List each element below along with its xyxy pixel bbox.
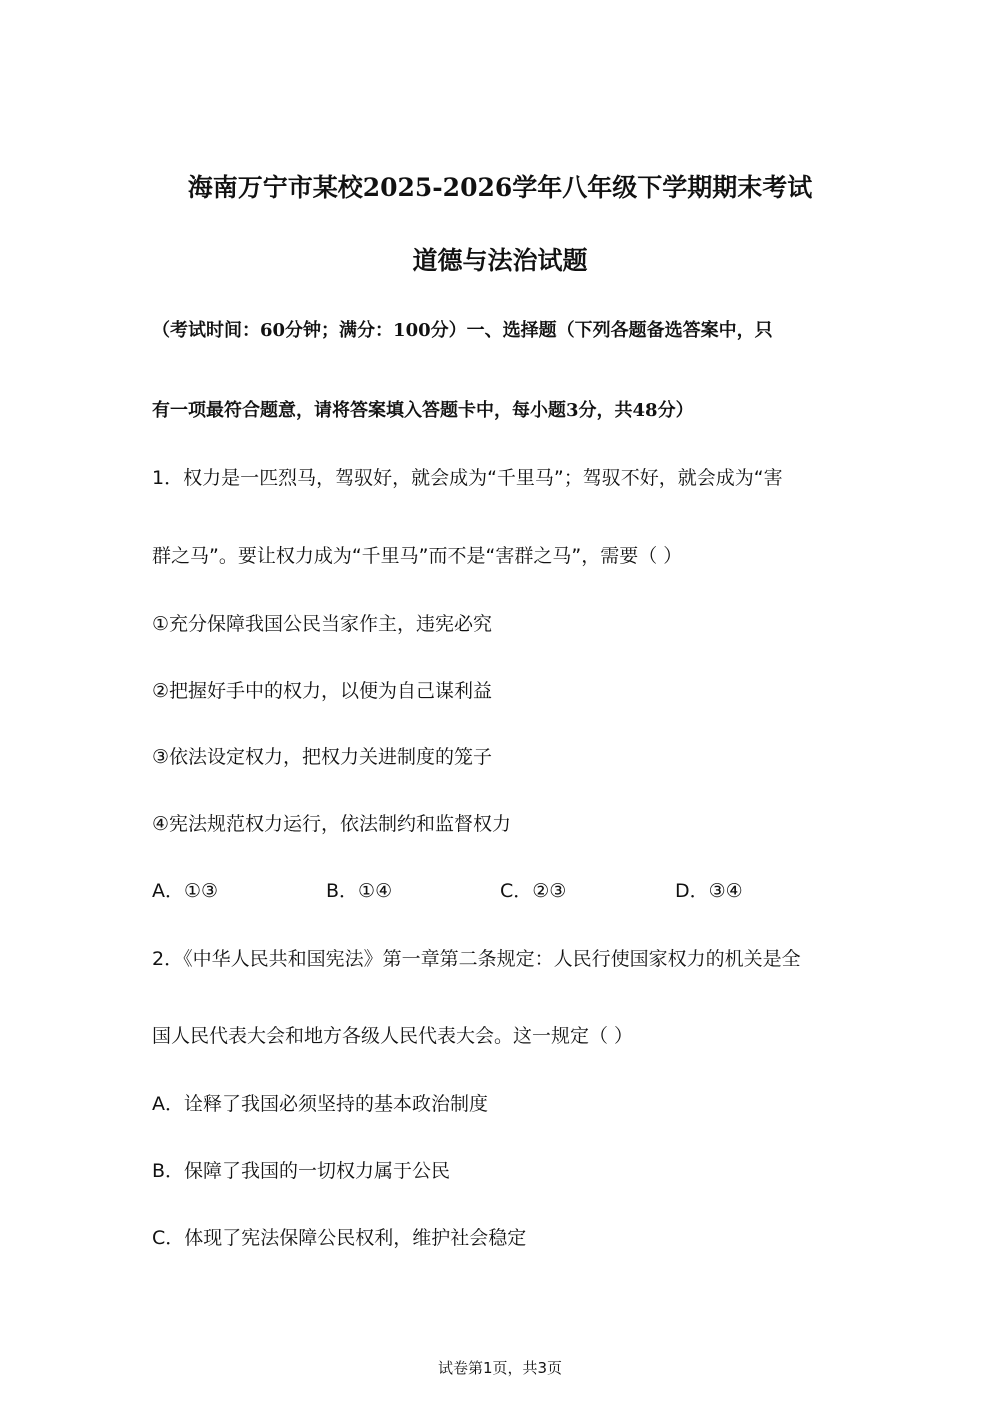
question-1-stem-line-1: 1．权力是一匹烈马，驾驭好，就会成为“千里马”；驾驭不好，就会成为“害 xyxy=(152,467,783,489)
question-2-choice-a: A．诠释了我国必须坚持的基本政治制度 xyxy=(152,1093,488,1115)
question-1-choices xyxy=(152,876,852,902)
question-1-choice-b: B．①④ xyxy=(326,880,393,902)
question-1-statement-2: ②把握好手中的权力，以便为自己谋利益 xyxy=(152,680,493,702)
page-number-footer: 试卷第1页，共3页 xyxy=(437,1359,563,1377)
question-1-statement-4: ④宪法规范权力运行，依法制约和监督权力 xyxy=(152,813,512,835)
question-1-statement-1: ①充分保障我国公民当家作主，违宪必究 xyxy=(152,613,493,635)
question-1-choice-d: D．③④ xyxy=(675,880,743,902)
question-2-stem-line-2: 国人民代表大会和地方各级人民代表大会。这一规定（ ） xyxy=(152,1025,634,1047)
question-1-choice-c: C．②③ xyxy=(500,880,567,902)
question-2-choice-b: B．保障了我国的一切权力属于公民 xyxy=(152,1160,451,1182)
question-1-statement-3: ③依法设定权力，把权力关进制度的笼子 xyxy=(152,746,493,768)
exam-title: 海南万宁市某校2025-2026学年八年级下学期期末考试 xyxy=(187,173,813,202)
exam-subject-title: 道德与法治试题 xyxy=(412,246,588,275)
question-1-choice-a: A．①③ xyxy=(152,880,219,902)
instructions-line-1: （考试时间：60分钟；满分：100分）一、选择题（下列各题备选答案中，只 xyxy=(152,320,773,341)
question-1-stem-line-2: 群之马”。要让权力成为“千里马”而不是“害群之马”，需要（ ） xyxy=(152,545,683,567)
instructions-line-2: 有一项最符合题意，请将答案填入答题卡中，每小题3分，共48分） xyxy=(152,400,694,421)
question-2-choice-c: C．体现了宪法保障公民权利，维护社会稳定 xyxy=(152,1227,527,1249)
question-2-stem-line-1: 2．《中华人民共和国宪法》第一章第二条规定：人民行使国家权力的机关是全 xyxy=(152,948,801,970)
